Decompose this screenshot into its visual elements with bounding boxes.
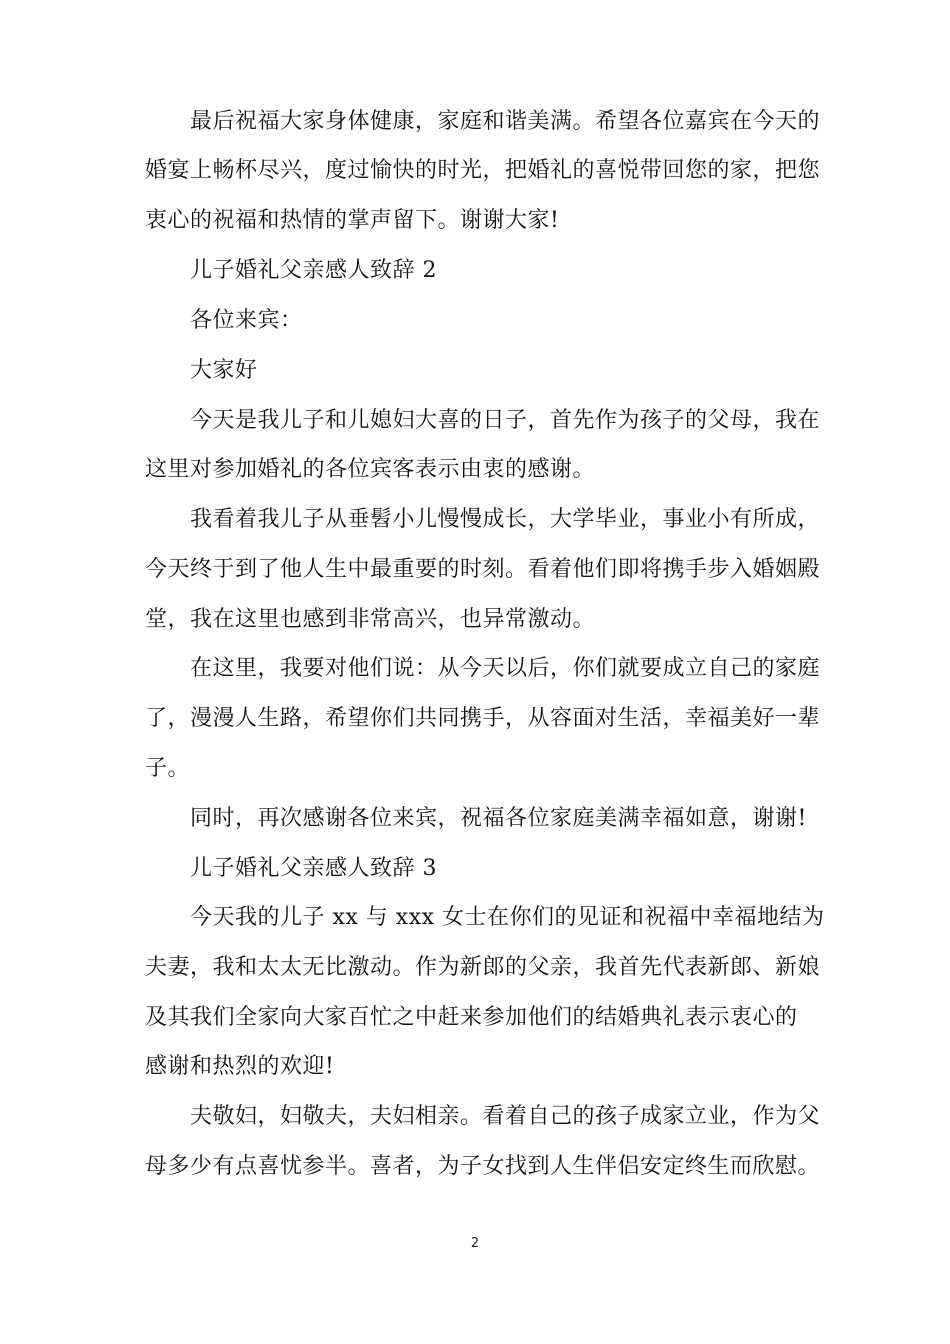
text-line: 夫妻，我和太太无比激动。作为新郎的父亲，我首先代表新郎、新娘 bbox=[145, 955, 821, 980]
text-line: 感谢和热烈的欢迎! bbox=[145, 1054, 335, 1079]
page-number: 2 bbox=[470, 1236, 480, 1251]
text-line: 我看着我儿子从垂髫小儿慢慢成长，大学毕业，事业小有所成， bbox=[190, 507, 821, 532]
text-line: 这里对参加婚礼的各位宾客表示由衷的感谢。 bbox=[145, 457, 596, 482]
text-line: 在这里，我要对他们说：从今天以后，你们就要成立自己的家庭 bbox=[190, 656, 821, 681]
text-line: 了，漫漫人生路，希望你们共同携手，从容面对生活，幸福美好一辈 bbox=[145, 706, 821, 731]
text-line: 母多少有点喜忧参半。喜者，为子女找到人生伴侣安定终生而欣慰。 bbox=[145, 1154, 821, 1179]
section-heading: 儿子婚礼父亲感人致辞 3 bbox=[190, 856, 437, 881]
text-line: 今天我的儿子 xx 与 xxx 女士在你们的见证和祝福中幸福地结为 bbox=[190, 905, 825, 930]
salutation: 各位来宾： bbox=[190, 308, 303, 333]
text-line: 及其我们全家向大家百忙之中赶来参加他们的结婚典礼表示衷心的 bbox=[145, 1005, 798, 1030]
text-line: 婚宴上畅杯尽兴，度过愉快的时光，把婚礼的喜悦带回您的家，把您 bbox=[145, 158, 821, 183]
text-line: 今天终于到了他人生中最重要的时刻。看着他们即将携手步入婚姻殿 bbox=[145, 557, 821, 582]
text-line: 子。 bbox=[145, 756, 191, 781]
greeting: 大家好 bbox=[190, 358, 258, 383]
text-line: 夫敬妇，妇敬夫，夫妇相亲。看着自己的孩子成家立业，作为父 bbox=[190, 1104, 821, 1129]
text-line: 堂，我在这里也感到非常高兴，也异常激动。 bbox=[145, 607, 596, 632]
text-line: 今天是我儿子和儿媳妇大喜的日子，首先作为孩子的父母，我在 bbox=[190, 408, 821, 433]
text-line: 衷心的祝福和热情的掌声留下。谢谢大家! bbox=[145, 208, 560, 233]
text-line: 同时，再次感谢各位来宾，祝福各位家庭美满幸福如意，谢谢! bbox=[190, 806, 807, 831]
section-heading: 儿子婚礼父亲感人致辞 2 bbox=[190, 258, 437, 283]
text-line: 最后祝福大家身体健康，家庭和谐美满。希望各位嘉宾在今天的 bbox=[190, 109, 821, 134]
